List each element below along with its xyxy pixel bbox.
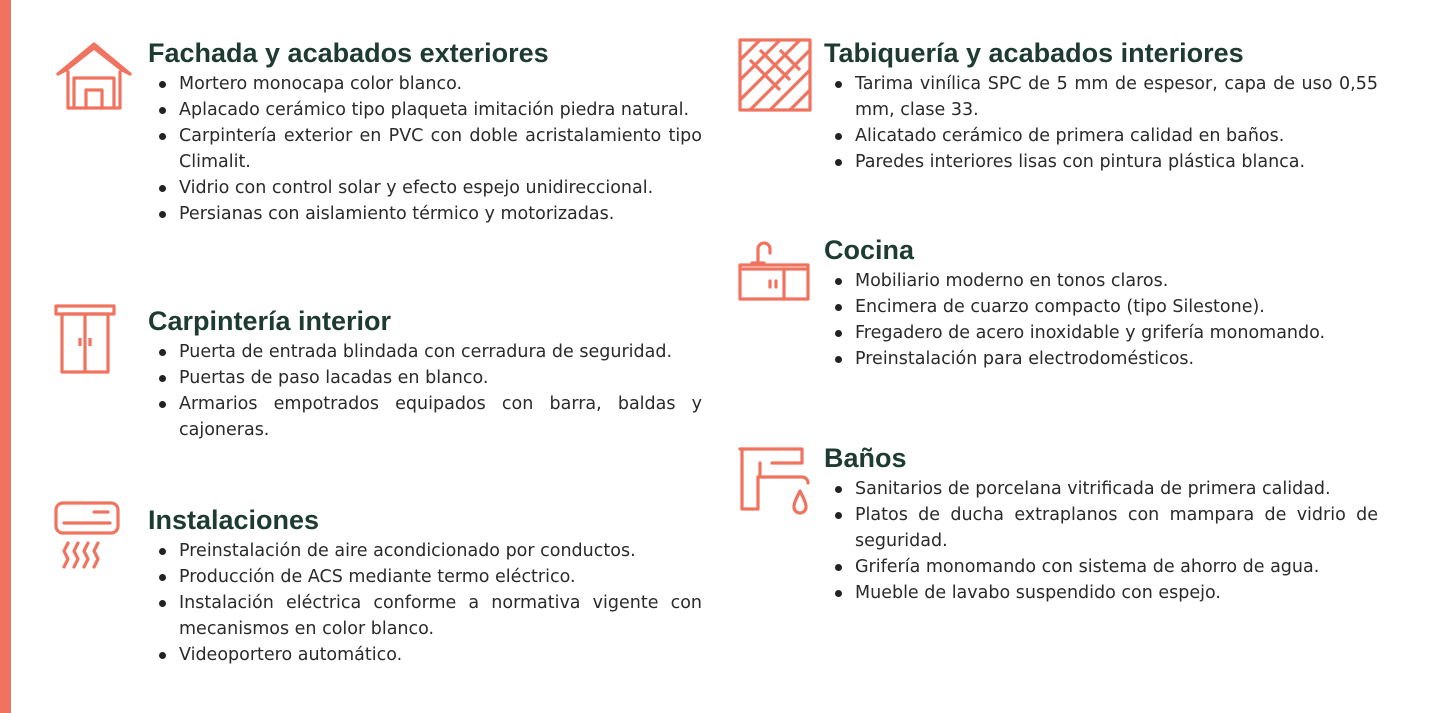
list-item: Preinstalación para electrodomésticos. [824,346,1378,372]
list-item: Instalación eléctrica conforme a normativa vigente con mecanismos en color blanco. [148,590,702,642]
faucet-icon [738,445,818,525]
list-item: Grifería monomando con sistema de ahorro de agua. [824,554,1378,580]
list-item: Producción de ACS mediante termo eléctrico. [148,564,702,590]
item-list [824,268,1378,372]
item-list [824,476,1378,606]
list-item: Carpintería exterior en PVC con doble acristalamiento tipo Climalit. [148,123,702,175]
wardrobe-icon [54,304,134,384]
item-list [148,538,702,668]
list-item: Sanitarios de porcelana vitrificada de primera calidad. [824,476,1378,502]
list-item: Encimera de cuarzo compacto (tipo Silestone). [824,294,1378,320]
list-item: Alicatado cerámico de primera calidad en baños. [824,123,1378,149]
air-conditioner-icon [54,501,134,581]
section-title: Baños [824,443,907,473]
item-list [148,71,702,227]
list-item: Vidrio con control solar y efecto espejo unidireccional. [148,175,702,201]
section-title: Carpintería interior [148,306,392,336]
list-item: Paredes interiores lisas con pintura plástica blanca. [824,149,1378,175]
list-item: Mueble de lavabo suspendido con espejo. [824,580,1378,606]
list-item: Aplacado cerámico tipo plaqueta imitación piedra natural. [148,97,702,123]
list-item: Mortero monocapa color blanco. [148,71,702,97]
list-item: Videoportero automático. [148,642,702,668]
section-title: Fachada y acabados exteriores [148,38,549,68]
parquet-floor-icon [738,38,818,118]
list-item: Tarima vinílica SPC de 5 mm de espesor, capa de uso 0,55 mm, clase 33. [824,71,1378,123]
item-list [148,339,702,443]
section-title: Cocina [824,235,915,265]
item-list [824,71,1378,175]
list-item: Puertas de paso lacadas en blanco. [148,365,702,391]
house-icon [54,38,134,118]
list-item: Persianas con aislamiento térmico y motorizadas. [148,201,702,227]
kitchen-sink-icon [738,239,818,319]
list-item: Preinstalación de aire acondicionado por conductos. [148,538,702,564]
list-item: Armarios empotrados equipados con barra, baldas y cajoneras. [148,391,702,443]
left-accent-bar [0,0,11,713]
section-title: Instalaciones [148,505,320,535]
list-item: Mobiliario moderno en tonos claros. [824,268,1378,294]
list-item: Puerta de entrada blindada con cerradura de seguridad. [148,339,702,365]
section-title: Tabiquería y acabados interiores [824,38,1244,68]
list-item: Platos de ducha extraplanos con mampara de vidrio de seguridad. [824,502,1378,554]
list-item: Fregadero de acero inoxidable y grifería monomando. [824,320,1378,346]
